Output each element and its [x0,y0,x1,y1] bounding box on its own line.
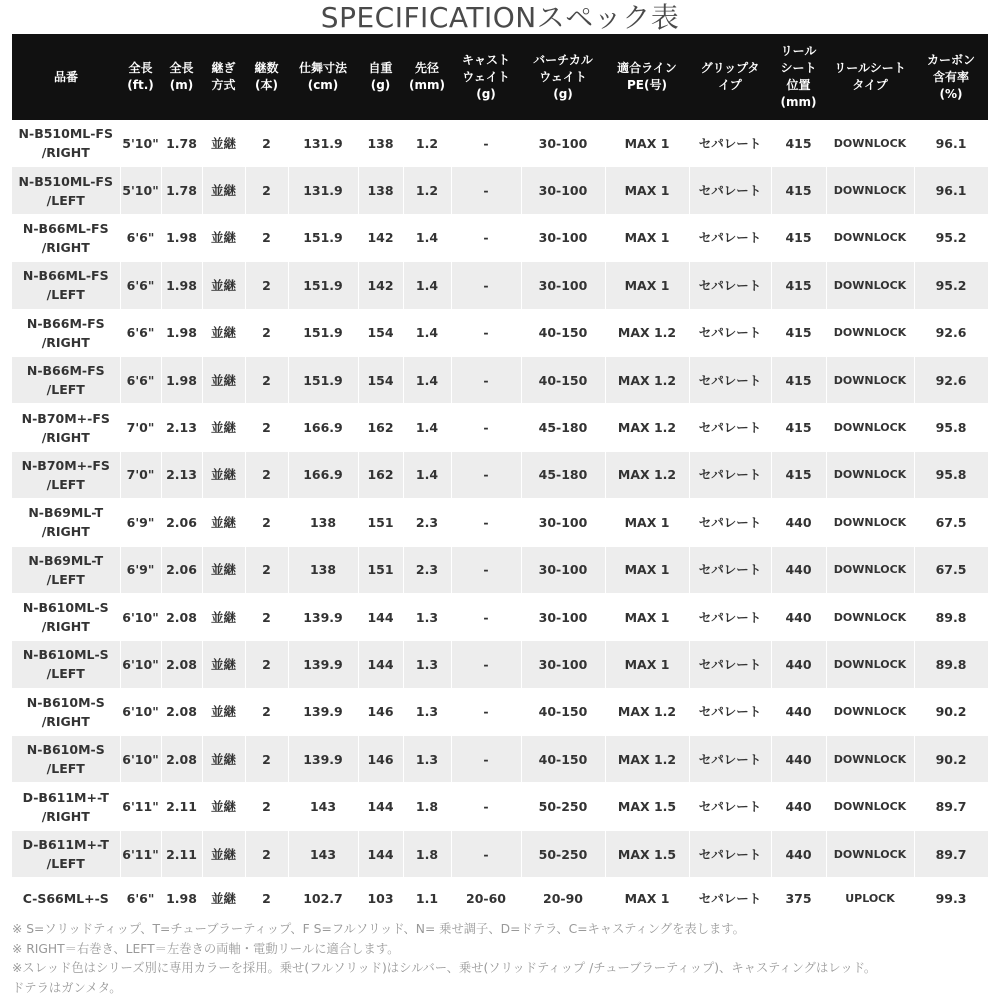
table-cell: 415 [771,356,826,403]
product-code-cell: D-B611M+-T /LEFT [12,830,120,877]
table-cell: セパレート [689,356,771,403]
table-cell: 6'11" [120,830,161,877]
table-cell: 45-180 [521,451,605,498]
table-cell: 1.8 [403,830,451,877]
table-cell: MAX 1.2 [605,309,689,356]
table-cell: MAX 1 [605,262,689,309]
column-header: バーチカル ウェイト (g) [521,34,605,120]
table-cell: 並継 [202,499,245,546]
product-code-cell: N-B66M-FS /RIGHT [12,309,120,356]
table-cell: 7'0" [120,404,161,451]
column-header: 仕舞寸法 (cm) [288,34,358,120]
table-cell: 146 [358,736,403,783]
table-row [12,878,988,919]
table-cell: 2.06 [161,499,202,546]
table-cell: MAX 1 [605,878,689,919]
table-cell: 30-100 [521,214,605,261]
table-cell: 50-250 [521,783,605,830]
table-cell: - [451,214,521,261]
table-cell: DOWNLOCK [826,736,914,783]
table-cell: 2.3 [403,546,451,593]
product-code-cell: N-B66ML-FS /RIGHT [12,214,120,261]
table-cell: 2 [245,451,288,498]
table-cell: MAX 1 [605,641,689,688]
table-cell: 1.3 [403,641,451,688]
table-cell: 440 [771,593,826,640]
table-cell: 30-100 [521,262,605,309]
table-cell: 2 [245,688,288,735]
table-row [12,262,988,309]
table-cell: 2.08 [161,688,202,735]
table-cell: セパレート [689,830,771,877]
table-cell: 30-100 [521,499,605,546]
table-cell: 151 [358,499,403,546]
table-cell: MAX 1 [605,214,689,261]
product-code-cell: N-B66ML-FS /LEFT [12,262,120,309]
table-cell: DOWNLOCK [826,356,914,403]
table-cell: 440 [771,546,826,593]
table-cell: MAX 1 [605,546,689,593]
table-cell: 415 [771,167,826,214]
table-cell: 30-100 [521,120,605,167]
table-cell: 30-100 [521,546,605,593]
table-cell: 1.4 [403,214,451,261]
table-cell: 2 [245,167,288,214]
table-cell: DOWNLOCK [826,214,914,261]
table-cell: 2 [245,878,288,919]
table-cell: 5'10" [120,120,161,167]
table-cell: 1.78 [161,167,202,214]
table-cell: DOWNLOCK [826,309,914,356]
table-cell: 2.13 [161,404,202,451]
table-cell: 40-150 [521,688,605,735]
table-cell: - [451,546,521,593]
table-row [12,214,988,261]
column-header: 適合ライン PE(号) [605,34,689,120]
table-cell: - [451,736,521,783]
table-cell: 440 [771,641,826,688]
table-cell: セパレート [689,214,771,261]
table-cell: 2.11 [161,830,202,877]
table-cell: 30-100 [521,167,605,214]
table-cell: 並継 [202,641,245,688]
table-cell: 144 [358,830,403,877]
table-cell: 並継 [202,830,245,877]
table-cell: UPLOCK [826,878,914,919]
note-line: ※ RIGHT＝右巻き、LEFT＝左巻きの両軸・電動リールに適合します。 [12,941,400,956]
note-line: ※ S=ソリッドティップ、T=チューブラーティップ、F S=フルソリッド、N= 乗せ調子、D=ドテラ、C=キャスティングを表します。 [12,922,745,936]
table-cell: 440 [771,830,826,877]
table-cell: DOWNLOCK [826,499,914,546]
table-cell: - [451,167,521,214]
table-cell: 151.9 [288,214,358,261]
column-header: キャスト ウェイト (g) [451,34,521,120]
table-cell: - [451,499,521,546]
table-cell: 144 [358,593,403,640]
table-cell: 並継 [202,404,245,451]
table-cell: 2 [245,830,288,877]
table-header [12,34,988,120]
table-cell: 1.3 [403,593,451,640]
table-cell: 2 [245,736,288,783]
table-cell: セパレート [689,878,771,919]
table-cell: - [451,593,521,640]
table-cell: 415 [771,262,826,309]
table-cell: 30-100 [521,593,605,640]
table-cell: - [451,688,521,735]
table-cell: 162 [358,451,403,498]
table-cell: 40-150 [521,309,605,356]
table-cell: セパレート [689,593,771,640]
table-row [12,593,988,640]
table-cell: 並継 [202,120,245,167]
table-cell: 6'6" [120,356,161,403]
table-cell: MAX 1.2 [605,404,689,451]
table-cell: 2 [245,593,288,640]
table-cell: 89.8 [914,641,988,688]
table-cell: 2 [245,404,288,451]
table-cell: 139.9 [288,593,358,640]
table-cell: 96.1 [914,120,988,167]
table-cell: 6'10" [120,736,161,783]
table-cell: 151 [358,546,403,593]
table-cell: 440 [771,499,826,546]
table-cell: 1.4 [403,356,451,403]
table-row [12,736,988,783]
table-cell: MAX 1.2 [605,688,689,735]
table-cell: 1.4 [403,404,451,451]
table-cell: 2 [245,214,288,261]
table-cell: セパレート [689,736,771,783]
table-row [12,356,988,403]
table-cell: 2 [245,262,288,309]
table-cell: MAX 1.5 [605,783,689,830]
table-cell: 96.1 [914,167,988,214]
table-row [12,641,988,688]
table-cell: DOWNLOCK [826,830,914,877]
table-cell: 5'10" [120,167,161,214]
product-code-cell: N-B610M-S /LEFT [12,736,120,783]
table-cell: DOWNLOCK [826,593,914,640]
table-cell: DOWNLOCK [826,546,914,593]
column-header: リールシート タイプ [826,34,914,120]
table-cell: 6'6" [120,262,161,309]
table-cell: 139.9 [288,641,358,688]
table-cell: 並継 [202,783,245,830]
table-cell: 1.78 [161,120,202,167]
table-cell: 30-100 [521,641,605,688]
table-cell: 95.8 [914,451,988,498]
table-cell: - [451,120,521,167]
table-cell: セパレート [689,688,771,735]
table-cell: DOWNLOCK [826,120,914,167]
table-cell: 6'9" [120,499,161,546]
table-cell: 1.2 [403,167,451,214]
column-header: 全長 (m) [161,34,202,120]
table-cell: 6'10" [120,641,161,688]
table-cell: 1.98 [161,309,202,356]
table-cell: 95.2 [914,262,988,309]
table-cell: DOWNLOCK [826,783,914,830]
product-code-cell: N-B610ML-S /RIGHT [12,593,120,640]
table-cell: 並継 [202,546,245,593]
table-cell: MAX 1.2 [605,451,689,498]
table-cell: DOWNLOCK [826,167,914,214]
table-row [12,499,988,546]
column-header: 先径 (mm) [403,34,451,120]
table-cell: 131.9 [288,167,358,214]
table-cell: 144 [358,783,403,830]
table-row [12,309,988,356]
table-cell: 並継 [202,309,245,356]
table-cell: 2.06 [161,546,202,593]
table-cell: 1.2 [403,120,451,167]
table-cell: DOWNLOCK [826,641,914,688]
table-cell: 2 [245,309,288,356]
table-cell: 89.7 [914,783,988,830]
table-cell: 90.2 [914,736,988,783]
table-cell: 138 [358,120,403,167]
header-row [12,34,988,120]
table-cell: 6'6" [120,214,161,261]
table-row [12,451,988,498]
product-code-cell: N-B70M+-FS /LEFT [12,451,120,498]
table-cell: 99.3 [914,878,988,919]
column-header: 自重 (g) [358,34,403,120]
table-cell: DOWNLOCK [826,451,914,498]
table-cell: 90.2 [914,688,988,735]
table-cell: 7'0" [120,451,161,498]
table-cell: 67.5 [914,546,988,593]
spec-table-container [12,34,988,919]
table-cell: 146 [358,688,403,735]
column-header: 継ぎ 方式 [202,34,245,120]
table-cell: 1.3 [403,688,451,735]
table-cell: 並継 [202,593,245,640]
table-cell: 並継 [202,167,245,214]
table-cell: 166.9 [288,404,358,451]
table-cell: セパレート [689,309,771,356]
table-cell: 103 [358,878,403,919]
product-code-cell: N-B69ML-T /LEFT [12,546,120,593]
table-cell: 2 [245,356,288,403]
table-cell: 89.8 [914,593,988,640]
table-cell: 20-90 [521,878,605,919]
table-cell: 92.6 [914,356,988,403]
table-cell: 143 [288,783,358,830]
table-row [12,167,988,214]
table-cell: 40-150 [521,356,605,403]
table-cell: DOWNLOCK [826,262,914,309]
table-cell: 1.3 [403,736,451,783]
product-code-cell: N-B510ML-FS /RIGHT [12,120,120,167]
page-title: SPECIFICATIONスペック表 [320,1,680,34]
column-header: 全長 (ft.) [120,34,161,120]
product-code-cell: N-B66M-FS /LEFT [12,356,120,403]
table-row [12,830,988,877]
table-cell: セパレート [689,783,771,830]
table-cell: 並継 [202,262,245,309]
table-cell: MAX 1 [605,499,689,546]
notes [12,920,988,998]
table-cell: 154 [358,356,403,403]
product-code-cell: N-B69ML-T /RIGHT [12,499,120,546]
table-cell: 415 [771,309,826,356]
table-cell: 89.7 [914,830,988,877]
table-cell: 142 [358,262,403,309]
table-cell: セパレート [689,546,771,593]
table-cell: 95.8 [914,404,988,451]
table-cell: MAX 1 [605,120,689,167]
table-cell: 2.11 [161,783,202,830]
table-cell: セパレート [689,120,771,167]
table-body [12,120,988,919]
table-cell: 2 [245,641,288,688]
table-cell: 415 [771,214,826,261]
table-cell: 45-180 [521,404,605,451]
table-cell: セパレート [689,641,771,688]
table-cell: 144 [358,641,403,688]
table-cell: 2 [245,546,288,593]
table-cell: 6'10" [120,593,161,640]
table-cell: MAX 1 [605,593,689,640]
table-cell: セパレート [689,262,771,309]
table-cell: MAX 1 [605,167,689,214]
table-cell: 166.9 [288,451,358,498]
table-cell: - [451,356,521,403]
table-cell: MAX 1.5 [605,830,689,877]
table-cell: 並継 [202,356,245,403]
table-cell: 151.9 [288,356,358,403]
note-line: ドテラはガンメタ。 [12,980,122,995]
column-header: リール シート 位置 (mm) [771,34,826,120]
table-cell: DOWNLOCK [826,688,914,735]
table-cell: 並継 [202,214,245,261]
column-header: 継数 (本) [245,34,288,120]
table-cell: 415 [771,451,826,498]
product-code-cell: N-B610ML-S /LEFT [12,641,120,688]
table-cell: 1.98 [161,878,202,919]
table-row [12,546,988,593]
table-cell: 2.3 [403,499,451,546]
table-cell: 並継 [202,878,245,919]
table-row [12,783,988,830]
table-cell: セパレート [689,451,771,498]
table-cell: - [451,262,521,309]
table-cell: - [451,404,521,451]
table-cell: 1.98 [161,356,202,403]
table-cell: 139.9 [288,688,358,735]
table-cell: 95.2 [914,214,988,261]
table-cell: 143 [288,830,358,877]
table-cell: 415 [771,120,826,167]
spec-table [12,34,989,919]
table-cell: 131.9 [288,120,358,167]
table-cell: - [451,641,521,688]
table-cell: セパレート [689,167,771,214]
table-cell: - [451,830,521,877]
table-cell: 50-250 [521,830,605,877]
table-cell: 2 [245,783,288,830]
table-cell: 138 [358,167,403,214]
table-cell: 2 [245,120,288,167]
table-cell: 1.98 [161,214,202,261]
table-cell: 1.98 [161,262,202,309]
table-cell: 2.13 [161,451,202,498]
product-code-cell: N-B610M-S /RIGHT [12,688,120,735]
table-cell: 138 [288,499,358,546]
table-cell: - [451,451,521,498]
table-cell: 2.08 [161,593,202,640]
table-cell: 162 [358,404,403,451]
column-header: カーボン 含有率 (%) [914,34,988,120]
table-cell: 並継 [202,451,245,498]
table-cell: セパレート [689,499,771,546]
table-cell: 2.08 [161,641,202,688]
table-cell: 2.08 [161,736,202,783]
table-cell: 1.4 [403,309,451,356]
table-cell: 92.6 [914,309,988,356]
table-cell: 6'6" [120,309,161,356]
table-cell: 1.4 [403,451,451,498]
table-cell: 151.9 [288,309,358,356]
table-cell: 6'11" [120,783,161,830]
table-cell: 並継 [202,736,245,783]
table-cell: 1.1 [403,878,451,919]
table-row [12,120,988,167]
table-cell: 139.9 [288,736,358,783]
table-cell: 142 [358,214,403,261]
table-cell: 375 [771,878,826,919]
table-cell: 440 [771,736,826,783]
table-cell: 415 [771,404,826,451]
column-header: グリップタ イプ [689,34,771,120]
table-cell: - [451,309,521,356]
table-cell: 並継 [202,688,245,735]
product-code-cell: N-B510ML-FS /LEFT [12,167,120,214]
table-cell: 2 [245,499,288,546]
table-cell: セパレート [689,404,771,451]
table-cell: 102.7 [288,878,358,919]
table-cell: 6'6" [120,878,161,919]
table-cell: MAX 1.2 [605,356,689,403]
table-cell: 6'10" [120,688,161,735]
table-cell: 151.9 [288,262,358,309]
table-row [12,404,988,451]
table-cell: 440 [771,783,826,830]
table-cell: 1.4 [403,262,451,309]
table-cell: 40-150 [521,736,605,783]
table-cell: - [451,783,521,830]
table-cell: 440 [771,688,826,735]
product-code-cell: N-B70M+-FS /RIGHT [12,404,120,451]
table-cell: 20-60 [451,878,521,919]
table-cell: 67.5 [914,499,988,546]
table-cell: DOWNLOCK [826,404,914,451]
table-cell: 6'9" [120,546,161,593]
product-code-cell: C-S66ML+-S [12,878,120,919]
table-row [12,688,988,735]
product-code-cell: D-B611M+-T /RIGHT [12,783,120,830]
table-cell: 154 [358,309,403,356]
table-cell: 1.8 [403,783,451,830]
note-line: ※スレッド色はシリーズ別に専用カラーを採用。乗せ(フルソリッド)はシルバー、乗せ(ソリッドティップ /チューブラーティップ)、キャスティングはレッド。 [12,961,877,975]
table-cell: 138 [288,546,358,593]
table-cell: MAX 1.2 [605,736,689,783]
column-header: 品番 [12,34,120,120]
